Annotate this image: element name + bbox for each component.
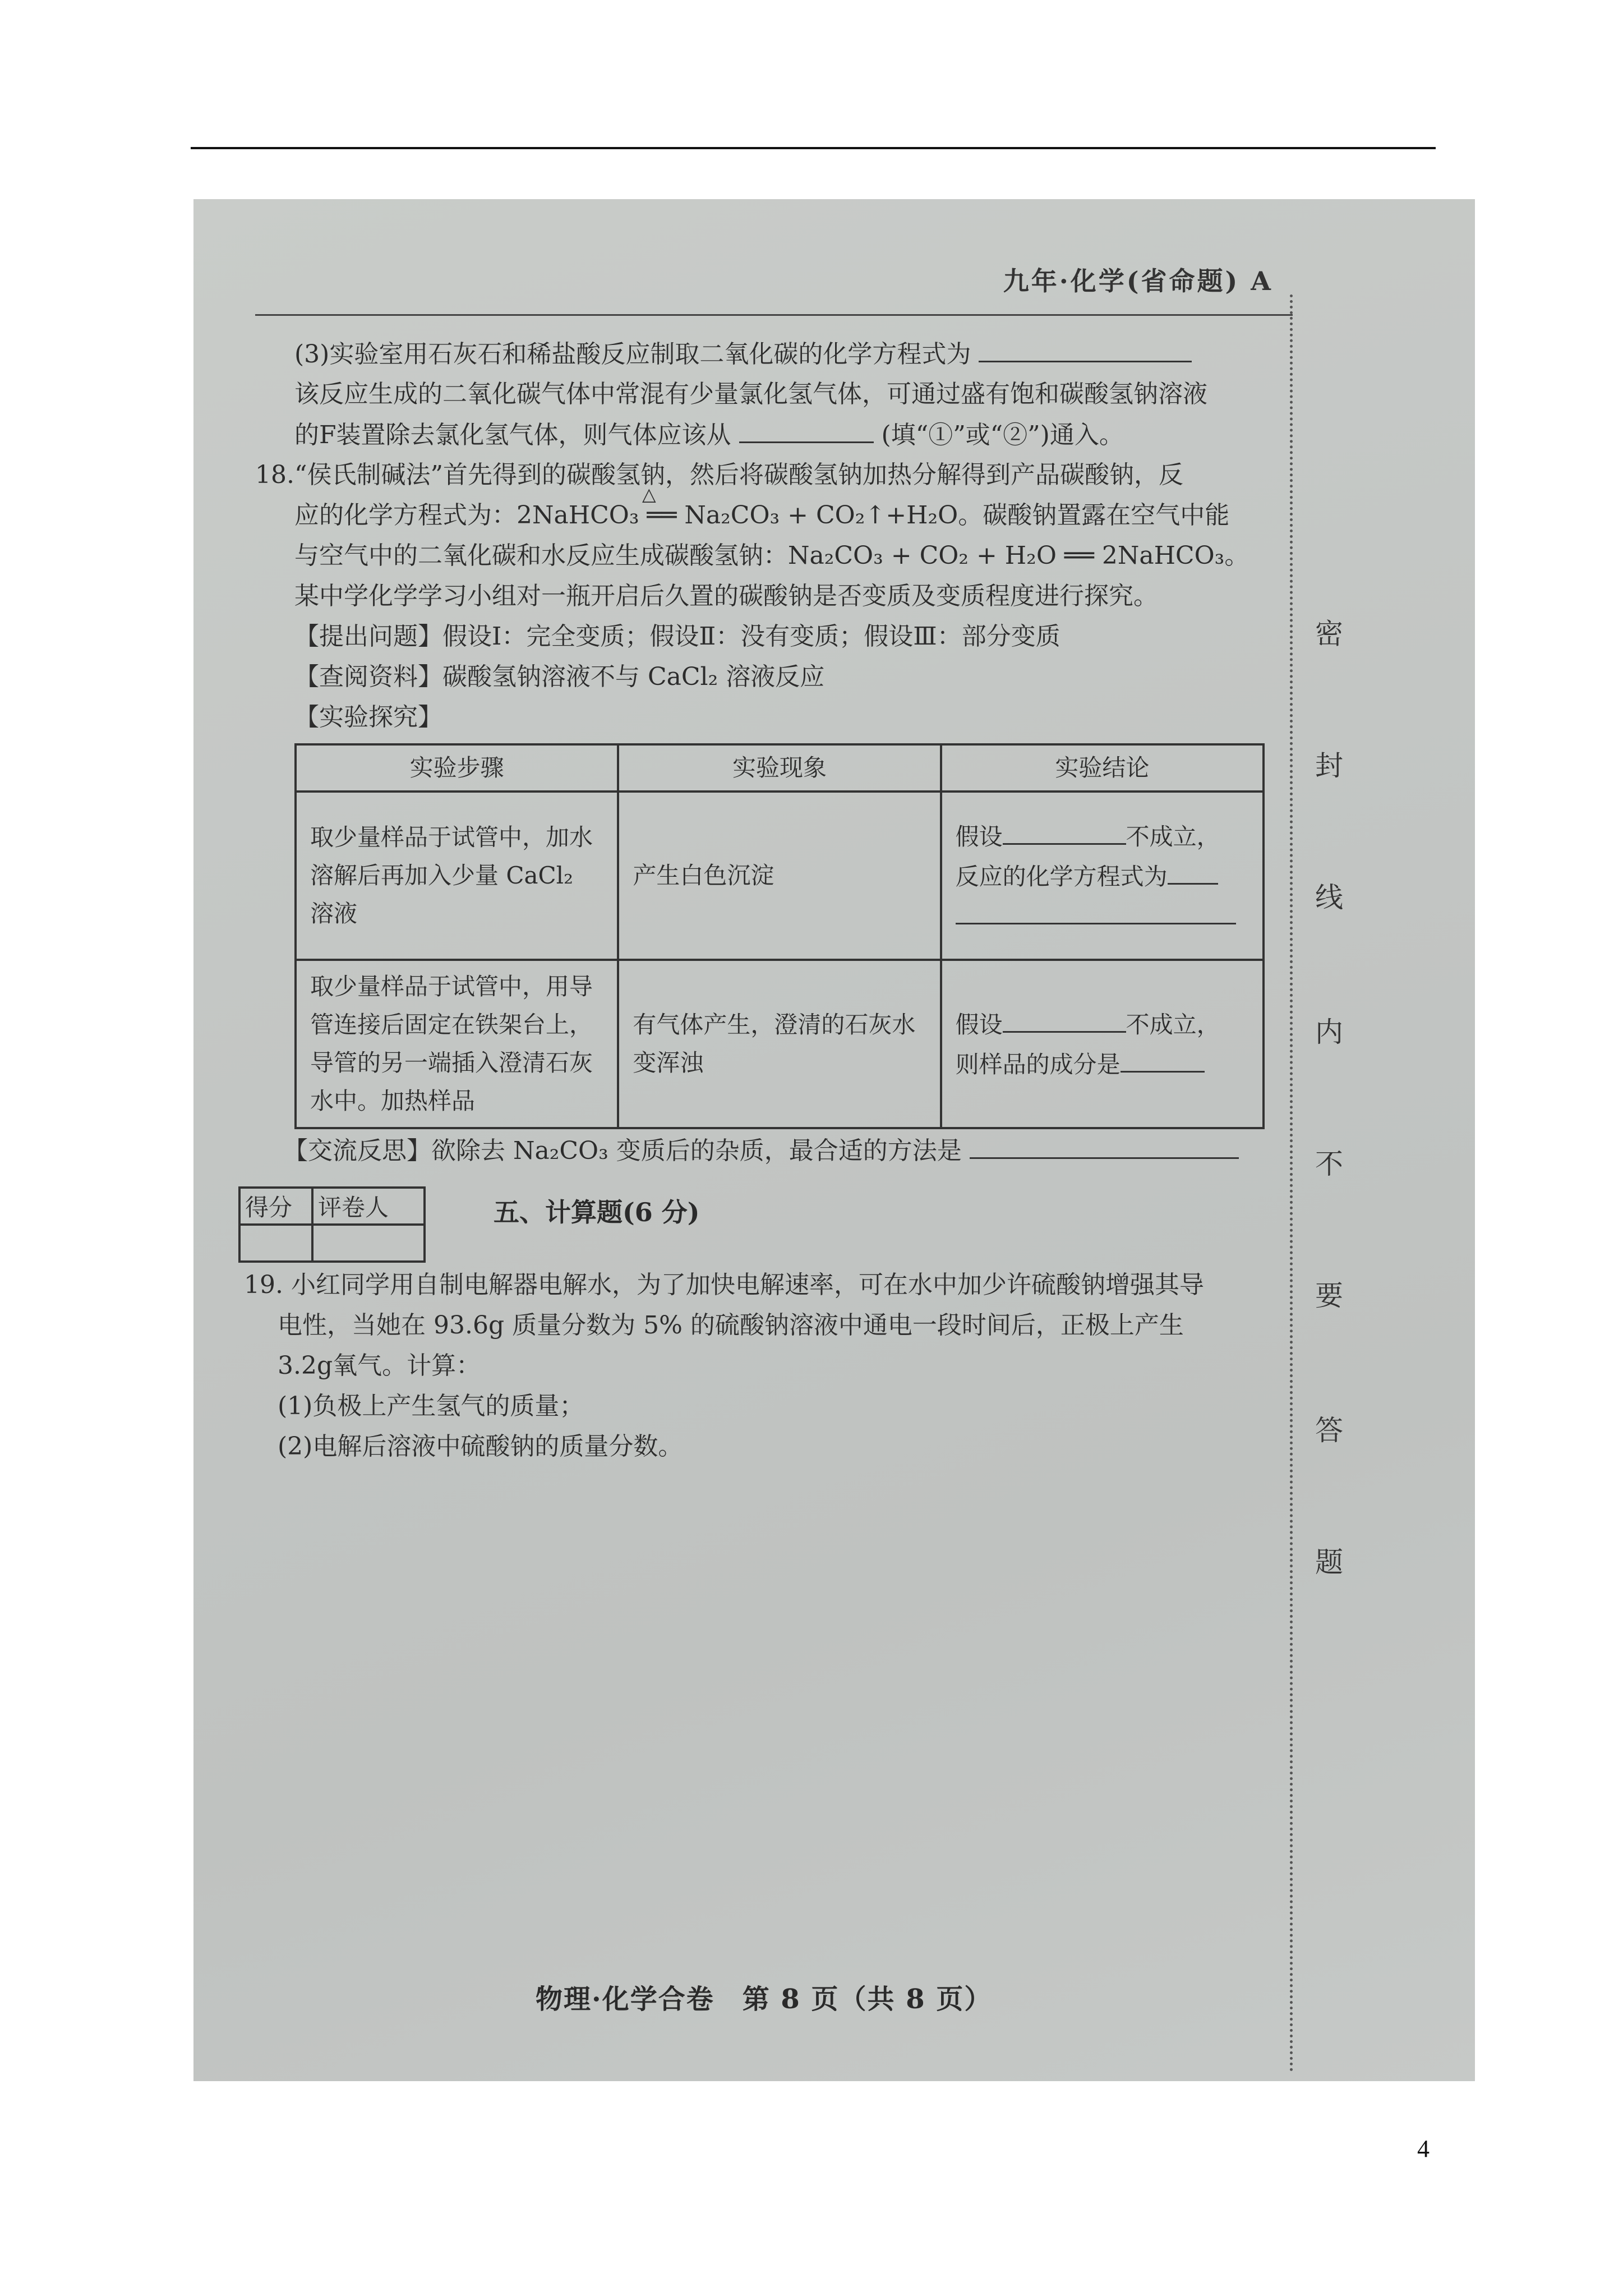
exam-page-photo [193,199,1475,2081]
table-cell-conclusion [941,792,1264,960]
q17-3-text: (填“①”或“②”)通入。 [881,421,1124,449]
seal-dotted-line [1290,295,1293,2073]
page-number: 4 [1417,2135,1430,2162]
answer-blank[interactable] [1003,816,1126,845]
answer-blank[interactable] [970,1130,1239,1159]
table-cell-step: 取少量样品于试管中，用导管连接后固定在铁架台上，导管的另一端插入澄清石灰水中。加热样品 [296,960,618,1128]
table-row [296,960,1264,1128]
top-rule [191,147,1436,149]
seal-char: 密 [1315,618,1343,650]
answer-blank[interactable] [1121,1044,1205,1073]
q18-line3: 与空气中的二氧化碳和水反应生成碳酸氢钠：Na₂CO₃ + CO₂ + H₂O ══ 2NaHCO₃。 [294,541,1249,570]
score-field[interactable] [239,1225,312,1262]
seal-char: 内 [1315,1016,1343,1048]
page-footer: 物理·化学合卷 第 8 页（共 8 页） [536,1984,993,2015]
seal-char: 题 [1315,1546,1343,1579]
q17-3-line3 [294,415,1124,455]
experiment-table [294,743,1265,1129]
q18-explore: 【实验探究】 [294,703,442,731]
conclusion-text: 假设 [955,822,1003,850]
reflection-line [283,1130,1239,1171]
seal-char: 封 [1315,749,1343,782]
table-cell-conclusion [941,960,1264,1128]
table-cell-step: 取少量样品于试管中，加水溶解后再加入少量 CaCl₂ 溶液 [296,792,618,960]
score-label: 得分 [239,1188,312,1225]
q18-hypothesis: 【提出问题】假设Ⅰ：完全变质；假设Ⅱ：没有变质；假设Ⅲ：部分变质 [294,622,1061,651]
q17-3-text: 的F装置除去氯化氢气体，则气体应该从 [294,421,731,449]
table-header-row [296,744,1264,792]
table-header: 实验步骤 [296,744,618,792]
table-cell-phenomenon: 有气体产生，澄清的石灰水变浑浊 [618,960,940,1128]
q19-sub2: (2)电解后溶液中硫酸钠的质量分数。 [278,1432,683,1461]
seal-char: 线 [1315,881,1343,914]
q18-line4: 某中学化学学习小组对一瓶开启后久置的碳酸钠是否变质及变质程度进行探究。 [294,582,1158,610]
q19-line2: 电性，当她在 93.6g 质量分数为 5% 的硫酸钠溶液中通电一段时间后，正极上产生 [278,1311,1184,1340]
seal-char: 答 [1315,1414,1343,1447]
answer-blank[interactable] [979,334,1192,362]
answer-blank[interactable] [1003,1004,1126,1033]
q18-line2 [294,495,1229,536]
q18-line1: 18.“侯氏制碱法”首先得到的碳酸氢钠，然后将碳酸氢钠加热分解得到产品碳酸钠，反 [255,461,1183,489]
q17-3-line2: 该反应生成的二氧化碳气体中常混有少量氯化氢气体，可通过盛有饱和碳酸氢钠溶液 [294,380,1207,408]
seal-char: 不 [1315,1148,1343,1180]
conclusion-text: 假设 [955,1011,1003,1038]
q19-line1: 19. 小红同学用自制电解器电解水，为了加快电解速率，可在水中加少许硫酸钠增强其导 [244,1271,1204,1299]
q17-3-text: (3)实验室用石灰石和稀盐酸反应制取二氧化碳的化学方程式为 [294,340,971,369]
q18-equation: 应的化学方程式为：2NaHCO₃ ══ Na₂CO₃ + CO₂↑+H₂O。碳酸钠置露在空气中能 [294,501,1230,530]
reflection-text: 【交流反思】欲除去 Na₂CO₃ 变质后的杂质，最合适的方法是 [283,1137,962,1165]
conclusion-text: 不成立， [1126,1011,1220,1038]
conclusion-text: 则样品的成分是 [955,1051,1121,1078]
score-box [238,1186,426,1263]
page-header: 九年·化学(省命题) A [1003,266,1273,296]
header-divider [255,314,1293,316]
answer-blank[interactable] [739,415,874,443]
delta-symbol: △ [642,484,656,505]
section-title: 五、计算题(6 分) [494,1197,700,1227]
grader-label: 评卷人 [312,1188,425,1225]
table-header: 实验结论 [941,744,1264,792]
q19-sub1: (1)负极上产生氢气的质量； [278,1392,584,1420]
q19-line3: 3.2g氧气。计算： [278,1351,481,1380]
grader-field[interactable] [312,1225,425,1262]
conclusion-text: 不成立， [1126,822,1220,850]
table-cell-phenomenon: 产生白色沉淀 [618,792,940,960]
seal-char: 要 [1315,1280,1343,1312]
q18-reference: 【查阅资料】碳酸氢钠溶液不与 CaCl₂ 溶液反应 [294,662,825,691]
table-header: 实验现象 [618,744,940,792]
table-row [296,792,1264,960]
conclusion-text: 反应的化学方程式为 [955,862,1168,890]
answer-blank[interactable] [1168,856,1218,885]
answer-blank[interactable] [956,896,1236,924]
q17-3-line1 [294,334,1192,375]
